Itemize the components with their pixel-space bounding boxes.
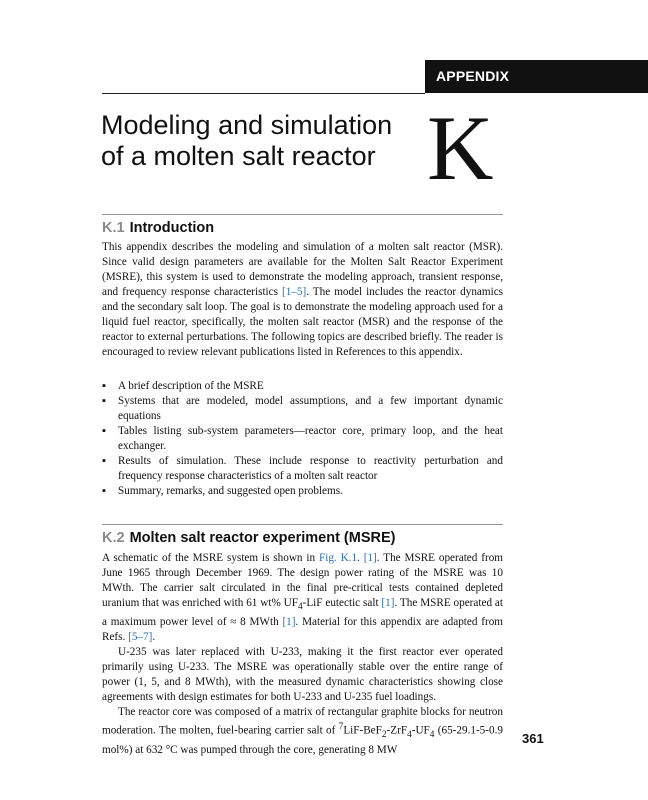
text-run: . The model includes the reactor dynamics and the secondary salt loop. The goal is to demonstrate the modeling approach used for a liquid fuel reactor, specifically, the molten salt reactor (MSR) and the response of the reactor to external perturbations. The following topics are described briefly. The reader is encouraged to review relevant publications listed in References to this appendix.	[102, 286, 504, 358]
msre-paragraph-1	[102, 551, 503, 645]
text-run: -ZrF	[386, 724, 408, 737]
intro-paragraph-block	[102, 240, 503, 360]
citation-link[interactable]: [1]	[282, 616, 296, 629]
chapter-title-line-2: of a molten salt reactor	[101, 141, 376, 171]
appendix-banner	[425, 60, 648, 93]
appendix-label: APPENDIX	[436, 68, 510, 84]
bullet-marker: ▪	[102, 395, 106, 407]
list-item-text: Results of simulation. These include response to reactivity perturbation and frequency response characteristics of a molten salt reactor	[118, 455, 503, 482]
figure-link[interactable]: Fig. K.1	[318, 552, 358, 564]
section-title: Molten salt reactor experiment (MSRE)	[129, 530, 396, 546]
text-run: This appendix describes the modeling and simulation of a molten salt reactor (MSR). Since valid design parameters are available for the Molten Salt Reactor Experiment (MSRE), this system is used to demonstrate the modeling approach, transient response, and frequency response characteristics	[102, 241, 503, 298]
list-item-text: Summary, remarks, and suggested open problems.	[118, 485, 343, 497]
section-number: K.1	[102, 220, 125, 236]
list-item	[102, 454, 503, 484]
text-run: . Material for this appendix are adapted from Refs.	[102, 616, 503, 644]
msre-paragraph-2: U-235 was later replaced with U-233, making it the first reactor ever operated primarily using U-233. The MSRE was operationally stable over the entire range of power (1, 5, and 8 MWth), with the measured dynamic characteristics showing close agreements with design estimates for both U-233 and U-235 fuel loadings.	[102, 646, 503, 704]
list-item	[102, 379, 503, 394]
citation-link[interactable]: [1]	[363, 552, 377, 564]
section-rule-1	[102, 214, 503, 215]
section-title: Introduction	[129, 220, 215, 236]
intro-paragraph	[102, 240, 503, 360]
citation-link[interactable]: [1–5]	[281, 286, 307, 298]
subscript: 4	[429, 730, 435, 741]
subscript: 2	[381, 730, 387, 741]
text-run: A schematic of the MSRE system is shown in	[102, 552, 319, 564]
list-item	[102, 484, 503, 499]
superscript: 7	[338, 722, 344, 733]
bullet-marker: ▪	[102, 455, 106, 467]
topic-list	[102, 379, 503, 499]
page-number: 361	[522, 731, 544, 746]
text-run: . The MSRE operated at a maximum power level of ≈ 8 MWth	[102, 597, 503, 629]
msre-paragraph-3	[102, 705, 503, 758]
text-run: (65-29.1-5-0.9 mol%) at 632 °C was pumped through the core, generating 8 MW	[102, 724, 503, 757]
list-item	[102, 424, 503, 454]
list-item-text: A brief description of the MSRE	[118, 380, 264, 392]
citation-link[interactable]: [1]	[381, 597, 395, 609]
appendix-letter: K	[427, 97, 494, 199]
chapter-title	[101, 110, 421, 172]
subscript: 4	[407, 730, 412, 741]
section-number: K.2	[102, 530, 125, 546]
section-rule-2	[102, 524, 503, 525]
text-run: -UF	[411, 724, 430, 737]
list-item-text: Tables listing sub-system parameters—reactor core, primary loop, and the heat exchanger.	[118, 425, 503, 452]
bullet-marker: ▪	[102, 380, 106, 392]
list-item-text: Systems that are modeled, model assumptions, and a few important dynamic equations	[118, 395, 503, 422]
text-run: . The MSRE operated from June 1965 through December 1969. The design power rating of the MSRE was 10 MWth. The carrier salt circulated in the final pre-critical tests contained depleted uranium that was enriched with 61 wt% UF	[102, 552, 503, 609]
text-run: .	[357, 552, 364, 564]
bullet-marker: ▪	[102, 485, 106, 497]
text-run: LiF-BeF	[343, 724, 382, 737]
citation-link[interactable]: [5–7]	[128, 631, 153, 644]
chapter-title-line-1: Modeling and simulation	[101, 110, 393, 140]
section-heading-introduction	[102, 220, 214, 236]
text-run: -LiF eutectic salt	[302, 597, 382, 609]
bullet-marker: ▪	[102, 425, 106, 437]
text-run: .	[152, 631, 156, 644]
subscript: 4	[297, 602, 303, 613]
text-run: The reactor core was composed of a matrix of rectangular graphite blocks for neutron moderation. The molten, fuel-bearing carrier salt of	[102, 706, 503, 737]
list-item	[102, 394, 503, 424]
msre-text-block	[102, 551, 503, 758]
header-rule	[102, 93, 425, 94]
section-heading-msre	[102, 530, 395, 546]
